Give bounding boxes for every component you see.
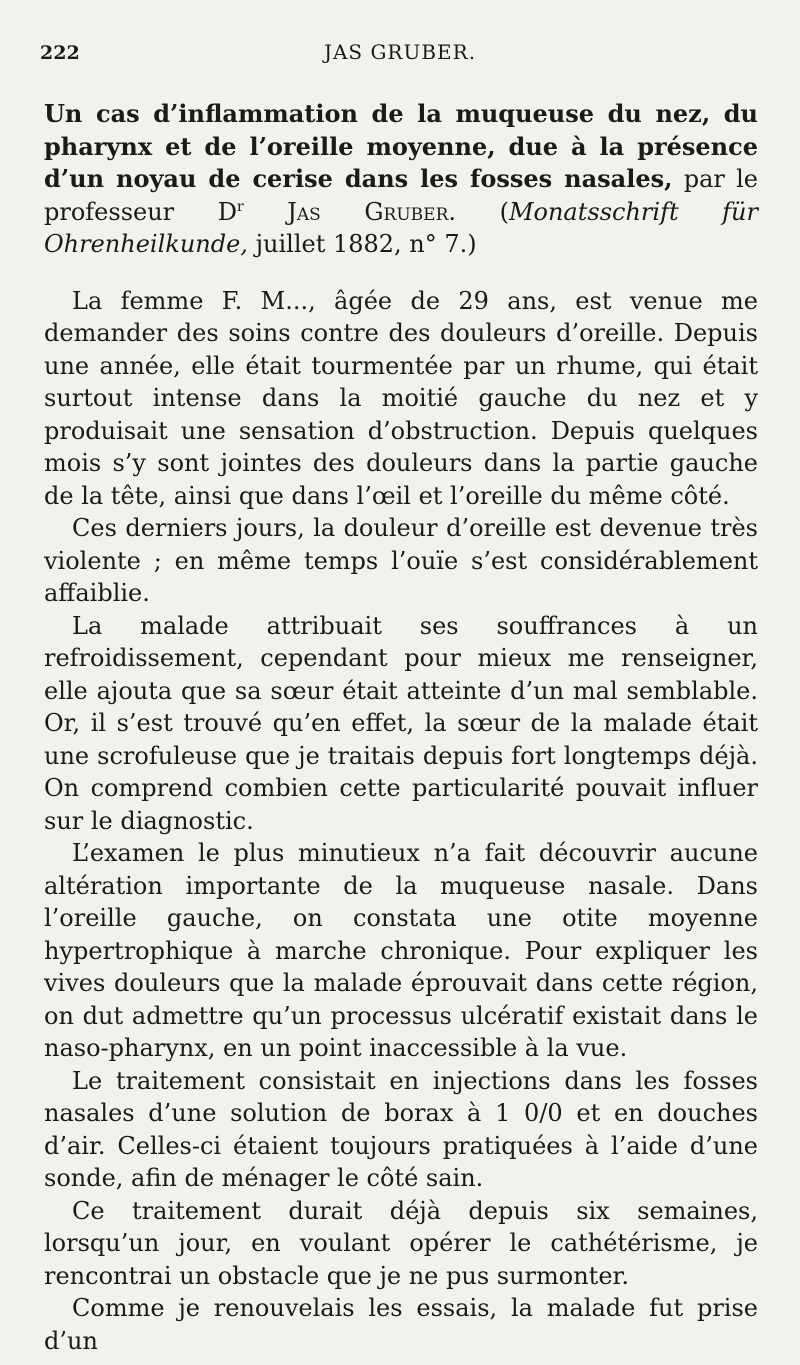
paragraph: Ce traitement durait déjà depuis six semaines, lorsqu’un jour, en voulant opérer le cathétérisme, je rencontrai un obstacle que je ne pus surmonter. — [44, 1196, 758, 1290]
citation-rest: juillet 1882, n° 7.) — [247, 230, 477, 258]
article-title — [44, 98, 758, 261]
paragraph: L’examen le plus minutieux n’a fait découvrir aucune altération importante de la muqueuse nasale. Dans l’oreille gauche, on constata une otite moyenne hypertrophique à marche chronique. Pour expliquer les vives douleurs que la malade éprouvait dans cette région, on dut admettre qu’un processus ulcératif existait dans le naso-pharynx, en un point inaccessible à la vue. — [44, 839, 758, 1062]
title-bold-text: Un cas d’inflammation de la muqueuse du nez, du pharynx et de l’oreille moyenne, due à la présence d’un noyau de cerise dans les fosses nasales, — [44, 99, 758, 193]
byline-prefix: par le professeur D — [44, 165, 759, 226]
page-number: 222 — [40, 42, 80, 64]
page-header — [40, 36, 760, 66]
paragraph: La malade attribuait ses souffrances à un refroidissement, cependant pour mieux me renseigner, elle ajouta que sa sœur était atteinte d’un mal semblable. Or, il s’est trouvé qu’en effet, la sœur de la malade était une scrofuleuse que je traitais depuis fort longtemps déjà. On comprend combien cette particularité pouvait influer sur le diagnostic. — [44, 611, 758, 835]
byline-space — [244, 198, 288, 226]
journal-open-paren: ( — [456, 197, 509, 226]
paragraph: Ces derniers jours, la douleur d’oreille est devenue très violente ; en même temps l’ouïe s’est considérablement affaiblie. — [44, 514, 758, 607]
byline-superscript: r — [236, 198, 244, 215]
paragraph: Le traitement consistait en injections dans les fosses nasales d’une solution de borax à 1 0/0 et en douches d’air. Celles-ci étaient toujours pratiquées à l’aide d’une sonde, afin de ménager le côté sain. — [44, 1066, 758, 1192]
article-body — [44, 98, 758, 1357]
paragraph: Comme je renouvelais les essais, la malade fut prise d’un — [44, 1294, 758, 1355]
paragraph: La femme F. M..., âgée de 29 ans, est venue me demander des soins contre des douleurs d’oreille. Depuis une année, elle était tourmentée par un rhume, qui était surtout intense dans la moitié gauche du nez et y produisait une sensation d’obstruction. Depuis quelques mois s’y sont jointes des douleurs dans la partie gauche de la tête, ainsi que dans l’œil et l’oreille du même côté. — [44, 286, 758, 510]
author-name: Jas Gruber. — [287, 197, 456, 226]
running-head: JAS GRUBER. — [323, 40, 477, 64]
journal-name: Monatsschrift für Ohrenheilkunde, — [44, 197, 758, 258]
